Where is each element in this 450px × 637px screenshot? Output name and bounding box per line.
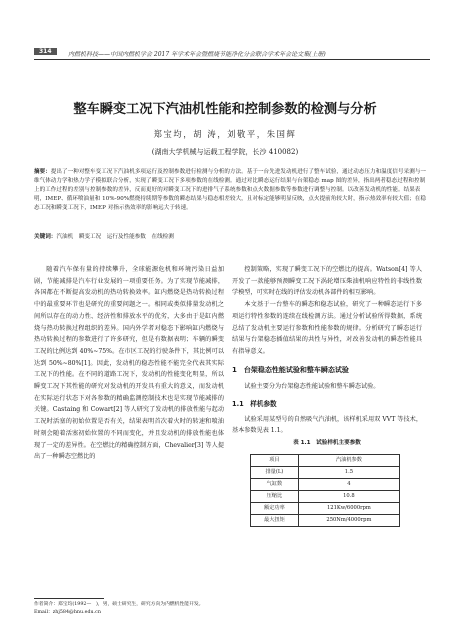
table-header-cell: 项目 <box>251 454 299 466</box>
keywords-text: 汽油机 瞬变工况 运行及性能参数 在线检测 <box>56 234 174 240</box>
table-cell: 4 <box>298 478 399 490</box>
footnote-rule <box>34 598 104 599</box>
table-row <box>251 490 400 502</box>
engine-spec-table <box>250 454 400 527</box>
table-cell: 最大扭矩 <box>251 514 299 526</box>
table-cell: 压缩比 <box>251 490 299 502</box>
table-cell: 250Nm/4000rpm <box>298 514 399 526</box>
paper-title: 整车瞬变工况下汽油机性能和控制参数的检测与分析 <box>73 102 377 117</box>
table-cell: 10.8 <box>298 490 399 502</box>
section-1-heading: 1 台架稳态性能试验和整车瞬态试验 <box>232 365 349 374</box>
table-row <box>251 478 400 490</box>
abstract-text: 提出了一种对整车变工况下汽油机多项运行及控制参数进行检测与分析的方法。基于一台先进发动机进行了整车试验，通过动态压力和温度信号采测与一维气体动力学和热力学子模拟联合分析，实现了瞬变工况下多项参数的在线检测。通过对比瞬态运行结果与台架稳态 map 图的差异，指出两者稳态过程和控制上的工作过程的差别与控制参数的差异，反而更好的对瞬变工况下的进排气子系统参数和点火数据参数等参数进行调整与控制。以改善发动机的性能。结果表明，IMEP、循环喷油量和 10%-90%燃烧持续期等参数的瞬态结果与稳态相差较大，且对标定能够明显反映，点火提前角较大时，指示热效率有较大值；在稳态工况和瞬变工况下，IMEP 对指示热效率的影响远大于转速。 <box>34 169 427 211</box>
table-caption: 表 1.1 试验样机主要参数 <box>293 440 361 447</box>
author-list: 郑宝均，胡 涛，刘敬平，朱国辉 <box>153 129 297 139</box>
method-paragraph: 本文基于一台整车的瞬态和稳态试验，研究了一种瞬态运行下多项运行特性参数的连续在线检测方法。通过分析试验所得数据，系统总结了发动机主要运行参数和性能参数的规律。分析研究了瞬态运行结果与台架稳态插值结果的共性与异性，对改善发动机的瞬态性能具有指导意义。 <box>232 301 422 355</box>
section-1-1-heading: 1.1 样机参数 <box>232 400 277 409</box>
abstract <box>34 168 430 213</box>
page-number: 314 <box>34 48 57 55</box>
right-column <box>232 264 422 527</box>
table-row <box>251 514 400 526</box>
intro-paragraph-continued: 控制策略，实现了瞬变工况下的空燃比的提高。Watson[4] 等人开发了一款能够预测瞬变工况下涡轮增压柴油机响应特性的非线性数学模型，可实时在线的评估发动机各部件的相互影响。 <box>232 266 422 297</box>
keywords-label: 关键词： <box>34 234 57 240</box>
table-row <box>251 466 400 478</box>
table-header-row <box>251 454 400 466</box>
table-row <box>251 502 400 514</box>
header-rule <box>34 59 430 60</box>
table-cell: 1.5 <box>298 466 399 478</box>
footnote-email: Email：zhj584@hnu.edu.cn <box>34 609 101 615</box>
section-1-text: 试验主要分为台架稳态性能试验和整车瞬态试验。 <box>244 383 380 391</box>
table-cell: 排量(L) <box>251 466 299 478</box>
left-column <box>34 264 224 463</box>
table-cell: 气缸数 <box>251 478 299 490</box>
running-header <box>34 46 430 60</box>
footnote-author-info: 作者简介：郑宝均(1992— )，男，硕士研究生，研究方向为内燃机性能开发。 <box>34 602 204 607</box>
table-cell: 121Kw/6000rpm <box>298 502 399 514</box>
running-title: 内燃机科技——中国内燃机学会 2017 年学术年会暨燃烧节能净化分会联合学术年会论文集(上册) <box>68 51 326 58</box>
affiliation: (湖南大学机械与运载工程学院，长沙 410082) <box>151 148 299 156</box>
table-cell: 额定功率 <box>251 502 299 514</box>
author-footnote <box>34 598 224 616</box>
table-header-cell: 汽油机参数 <box>298 454 399 466</box>
abstract-label: 摘要： <box>34 169 51 175</box>
keywords <box>34 233 430 242</box>
intro-paragraph: 随着汽车保有量的持续攀升，全球能源危机和环境污染日益加剧，节能减排是汽车行业发展的一项重要任务。为了实现节能减排，各国都在不断提高发动机的热功转换效率。缸内燃烧是热功转换过程中的最重要环节也是研究的重要问题之一。相同或类似排量发动机之间所以存在的动力性、经济性和排放水平的优劣，大多由于是缸内燃烧与热功转换过程组织的差异。国内外学者对稳态下影响缸内燃烧与热功转换过程的参数进行了许多研究，但是有数据表明；车辆的瞬变工况的比例达到 40%~75%。在市区工况的行驶条件下，其比例可以达到 50%~80%[1]。因此，发动机的稳态性能不能完全代表其实际工况下的性能。在不同的道路工况下，发动机的性能变化明显，所以瞬变工况下其性能的研究对发动机的开发具有重大的意义，而发动机在实际运行状态下对各参数的精确监测控制技术也是实现节能减排的关键。Castaing 和 Cowart[2] 等人研究了发动机的排放性能与起动工况时活塞的初始位置是否有关，结果表明首次着火时的转速和喷油时刻会随着活塞初始位置的不同而变化，并且发动机的排放性能也体现了一定的差异性。在空燃比的精确控制方面，Chevalier[3] 等人提出了一种瞬态空燃比的 <box>34 266 224 461</box>
section-1-1-text: 试验采用某型号的自然吸气汽油机，该样机采用双 VVT 等技术，基本参数见表 1.1。 <box>232 415 422 435</box>
